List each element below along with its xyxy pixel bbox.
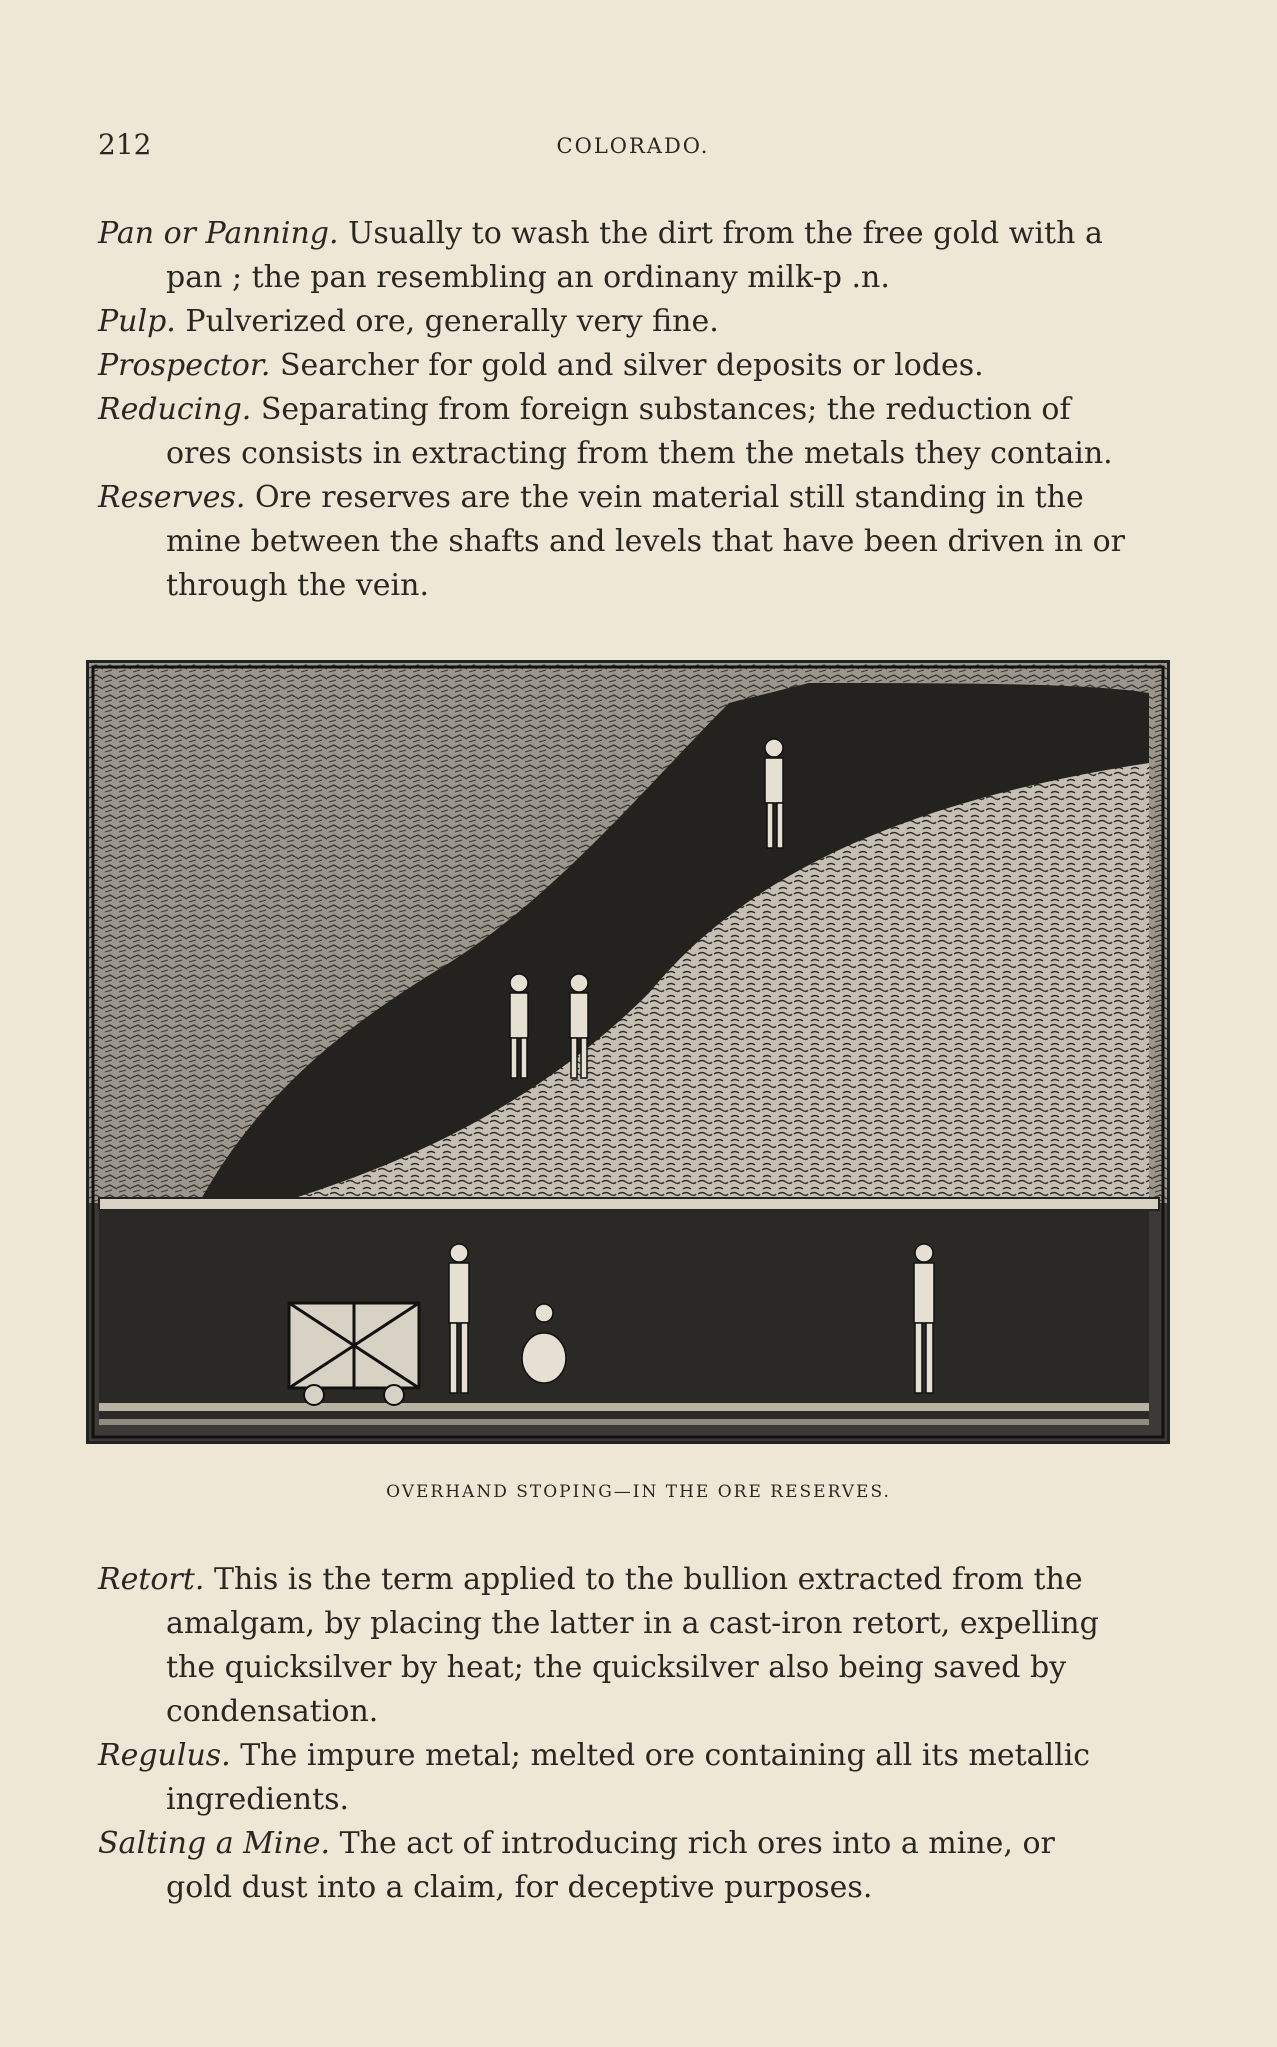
entry-continuation: amalgam, by placing the latter in a cast-iron retort, expelling: [166, 1606, 1099, 1641]
entry-text: Separating from foreign substances; the reduction of: [251, 392, 1071, 427]
entry-continuation: ingredients.: [166, 1782, 350, 1817]
entry-term: Salting a Mine.: [98, 1826, 331, 1861]
page-header: [98, 128, 1168, 168]
glossary-entry-regulus: [98, 1734, 1168, 1822]
glossary-entry-prospector: [98, 344, 1168, 388]
glossary-entry-pan: [98, 212, 1168, 300]
entry-continuation: mine between the shafts and levels that have been driven in or: [166, 524, 1126, 559]
entry-text: The impure metal; melted ore containing all its metallic: [230, 1738, 1091, 1773]
entry-text: Usually to wash the dirt from the free gold with a: [338, 216, 1103, 251]
entry-term: Pulp.: [98, 304, 176, 339]
figure-caption: OVERHAND STOPING—IN THE ORE RESERVES.: [386, 1482, 891, 1502]
entry-text: The act of introducing rich ores into a mine, or: [330, 1826, 1055, 1861]
entry-term: Retort.: [98, 1562, 205, 1597]
entry-text: This is the term applied to the bullion extracted from the: [204, 1562, 1083, 1597]
page-number: 212: [98, 128, 152, 161]
entry-term: Reducing.: [98, 392, 252, 427]
glossary-entry-reserves: [98, 476, 1168, 608]
entry-continuation: through the vein.: [166, 568, 429, 603]
entry-text: Pulverized ore, generally very fine.: [175, 304, 719, 339]
glossary-entry-pulp: [98, 300, 1168, 344]
entry-continuation: condensation.: [166, 1694, 379, 1729]
entry-continuation: ores consists in extracting from them the metals they contain.: [166, 436, 1113, 471]
entry-term: Regulus.: [98, 1738, 231, 1773]
entry-continuation: gold dust into a claim, for deceptive purposes.: [166, 1870, 873, 1905]
glossary-entry-salting: [98, 1822, 1168, 1910]
glossary-entry-reducing: [98, 388, 1168, 476]
mine-engraving: [89, 663, 1167, 1441]
entry-term: Reserves.: [98, 480, 246, 515]
entry-text: Searcher for gold and silver deposits or lodes.: [270, 348, 984, 383]
engraving-illustration: [86, 660, 1170, 1444]
entry-text: Ore reserves are the vein material still standing in the: [245, 480, 1084, 515]
glossary-entry-retort: [98, 1558, 1168, 1734]
entry-continuation: the quicksilver by heat; the quicksilver also being saved by: [166, 1650, 1067, 1685]
entry-continuation: pan ; the pan resembling an ordinany milk-p .n.: [166, 260, 890, 295]
entry-term: Pan or Panning.: [98, 216, 339, 251]
entry-term: Prospector.: [98, 348, 271, 383]
running-head: COLORADO.: [556, 134, 710, 158]
